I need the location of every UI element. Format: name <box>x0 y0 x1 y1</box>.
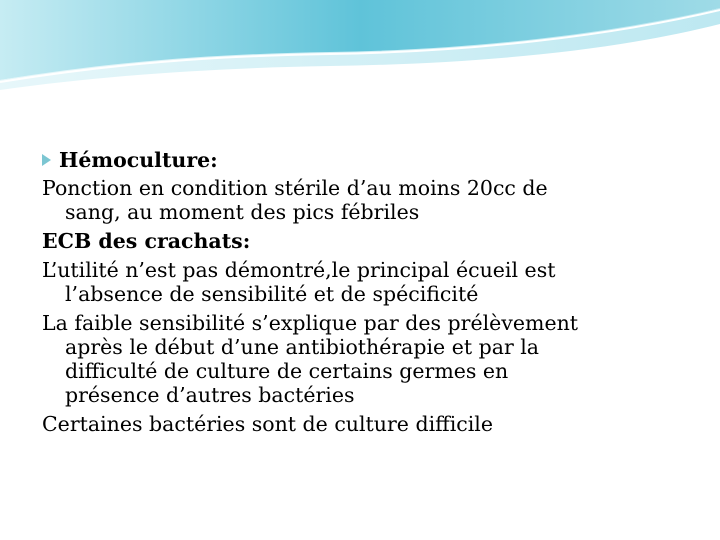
paragraph-line: Ponction en condition stérile d’au moins 20cc de <box>42 176 548 200</box>
paragraph-line: l’absence de sensibilité et de spécificité <box>65 282 479 306</box>
slide-body <box>42 148 682 436</box>
header-wave-decoration <box>0 0 720 90</box>
paragraph-line: difficulté de culture de certains germes en <box>65 359 509 383</box>
paragraph-hemoculture-description <box>42 176 682 224</box>
section-heading-hemoculture <box>42 148 682 172</box>
paragraph-ecb-utility <box>42 258 682 306</box>
triangle-bullet-icon <box>42 154 51 166</box>
paragraph-difficult-culture: Certaines bactéries sont de culture difficile <box>42 412 493 436</box>
paragraph-line: présence d’autres bactéries <box>65 383 355 407</box>
paragraph-line: La faible sensibilité s’explique par des prélèvement <box>42 311 579 335</box>
heading-text: Hémoculture: <box>59 148 218 172</box>
paragraph-line: sang, au moment des pics fébriles <box>65 200 420 224</box>
paragraph-line: après le début d’une antibiothérapie et par la <box>65 335 540 359</box>
paragraph-line: L’utilité n’est pas démontré,le principal écueil est <box>42 258 556 282</box>
section-heading-ecb: ECB des crachats: <box>42 229 251 253</box>
paragraph-ecb-sensitivity <box>42 311 682 407</box>
